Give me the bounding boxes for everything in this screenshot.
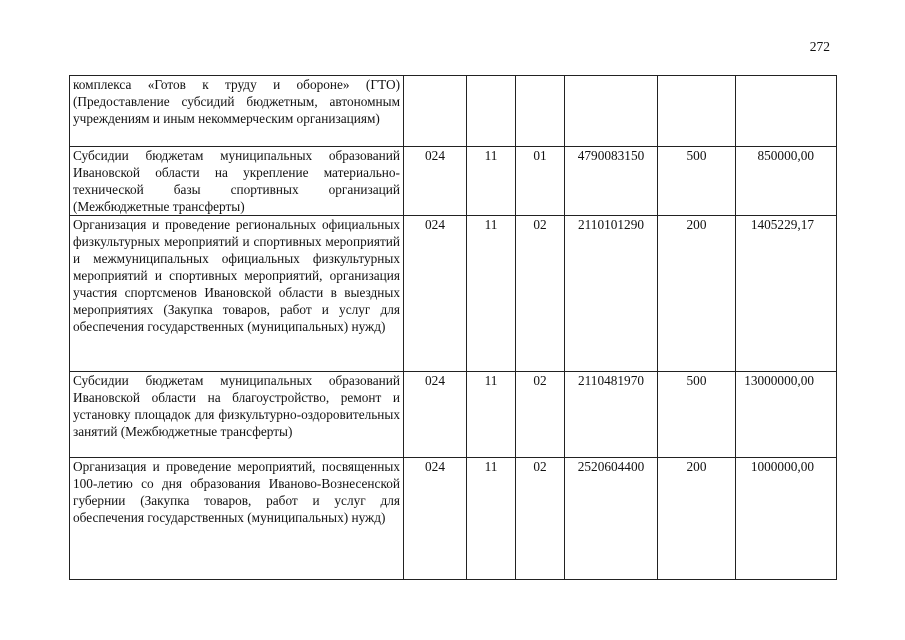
row-ministry-code: 024 <box>404 147 467 216</box>
row-target-article: 2520604400 <box>565 458 658 580</box>
row-amount: 1000000,00 <box>736 458 837 580</box>
row-ministry-code: 024 <box>404 216 467 372</box>
row-description: комплекса «Готов к труду и обороне» (ГТО) (Предоставление субсидий бюджетным, автономным учреждениям и иным некоммерческим организациям) <box>70 76 404 147</box>
row-target-article <box>565 76 658 147</box>
table-row <box>70 372 837 458</box>
row-description: Субсидии бюджетам муниципальных образований Ивановской области на укрепление материально-технической базы спортивных организаций (Межбюджетные трансферты) <box>70 147 404 216</box>
row-subsection-code: 02 <box>516 216 565 372</box>
row-description: Организация и проведение мероприятий, посвященных 100-летию со дня образования Иваново-Вознесенской губернии (Закупка товаров, работ и услуг для обеспечения государственных (муниципальных) нужд) <box>70 458 404 580</box>
page-number: 272 <box>809 39 830 54</box>
row-subsection-code: 02 <box>516 458 565 580</box>
table-row <box>70 216 837 372</box>
row-section-code: 11 <box>467 216 516 372</box>
row-section-code <box>467 76 516 147</box>
row-subsection-code <box>516 76 565 147</box>
table-row <box>70 458 837 580</box>
row-target-article: 2110101290 <box>565 216 658 372</box>
row-subsection-code: 02 <box>516 372 565 458</box>
row-target-article: 2110481970 <box>565 372 658 458</box>
row-expense-type <box>658 76 736 147</box>
row-expense-type: 200 <box>658 216 736 372</box>
row-amount: 13000000,00 <box>736 372 837 458</box>
row-expense-type: 500 <box>658 372 736 458</box>
budget-table <box>69 75 837 580</box>
row-ministry-code <box>404 76 467 147</box>
row-expense-type: 200 <box>658 458 736 580</box>
row-amount: 1405229,17 <box>736 216 837 372</box>
row-section-code: 11 <box>467 147 516 216</box>
row-subsection-code: 01 <box>516 147 565 216</box>
table-row <box>70 76 837 147</box>
table-row <box>70 147 837 216</box>
row-ministry-code: 024 <box>404 458 467 580</box>
row-amount: 850000,00 <box>736 147 837 216</box>
row-expense-type: 500 <box>658 147 736 216</box>
row-description: Организация и проведение региональных официальных физкультурных мероприятий и спортивных мероприятий и межмуниципальных официальных физкультурных мероприятий и спортивных мероприятий, организация участия спортсменов Ивановской области в выездных мероприятиях (Закупка товаров, работ и услуг для обеспечения государственных (муниципальных) нужд) <box>70 216 404 372</box>
row-description: Субсидии бюджетам муниципальных образований Ивановской области на благоустройство, ремонт и установку площадок для физкультурно-оздоровительных занятий (Межбюджетные трансферты) <box>70 372 404 458</box>
row-section-code: 11 <box>467 372 516 458</box>
row-target-article: 4790083150 <box>565 147 658 216</box>
row-section-code: 11 <box>467 458 516 580</box>
row-amount <box>736 76 837 147</box>
row-ministry-code: 024 <box>404 372 467 458</box>
